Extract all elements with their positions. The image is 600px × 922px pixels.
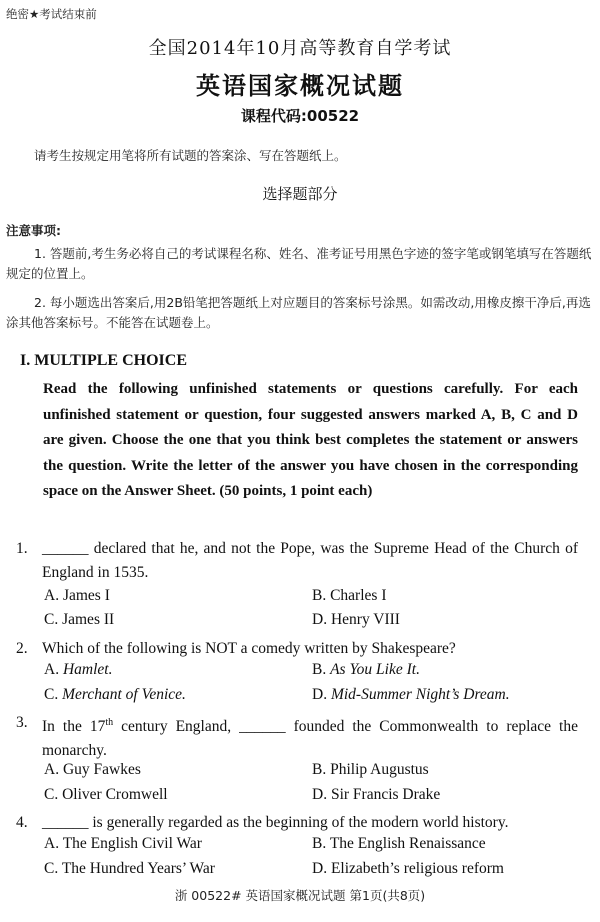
option-a: A. Guy Fawkes	[44, 761, 141, 778]
section-name: 选择题部分	[262, 185, 338, 203]
general-instruction: 请考生按规定用笔将所有试题的答案涂、写在答题纸上。	[34, 148, 347, 163]
question-number: 3.	[16, 714, 28, 731]
course-code: 课程代码:00522	[240, 107, 360, 125]
section-instructions: Read the following unfinished statements or questions carefully. For each unfinished statement or question, four suggested answers marked A, B, C and D are given. Choose the one that you think best completes the statement or answers the question. Write the letter of the answer you have chosen in the corresponding space on the Answer Sheet. (50 points, 1 point each)	[43, 381, 578, 499]
question-text: Which of the following is NOT a comedy written by Shakespeare?	[42, 640, 456, 657]
option-a: A. The English Civil War	[44, 835, 202, 852]
option-d: D. Henry VIII	[312, 611, 400, 628]
option-d: D. Elizabeth’s religious reform	[312, 860, 504, 877]
exam-title: 全国2014年10月高等教育自学考试	[148, 38, 452, 59]
page-footer: 浙 00522# 英语国家概况试题 第1页(共8页)	[174, 888, 426, 903]
section-title: I. MULTIPLE CHOICE	[20, 352, 187, 369]
option-d: D. Mid-Summer Night’s Dream.	[312, 686, 510, 703]
option-b: B. Philip Augustus	[312, 761, 429, 778]
question-text: ______ declared that he, and not the Pope, was the Supreme Head of the Church of England in 1535.	[42, 540, 578, 581]
question-text: ______ is generally regarded as the beginning of the modern world history.	[42, 814, 509, 831]
note-item: 1. 答题前,考生务必将自己的考试课程名称、姓名、准考证号用黑色字迹的签字笔或钢笔填写在答题纸规定的位置上。	[6, 246, 592, 281]
question-number: 2.	[16, 640, 28, 657]
option-a: A. Hamlet.	[44, 661, 113, 678]
option-a: A. James I	[44, 587, 110, 604]
question-number: 1.	[16, 540, 28, 557]
option-c: C. James II	[44, 611, 115, 628]
option-b: B. As You Like It.	[312, 661, 420, 678]
notes-heading: 注意事项:	[6, 223, 61, 238]
confidential-badge: 绝密★考试结束前	[6, 7, 97, 21]
option-d: D. Sir Francis Drake	[312, 786, 441, 803]
note-item: 2. 每小题选出答案后,用2B铅笔把答题纸上对应题目的答案标号涂黑。如需改动,用橡皮擦干净后,再选涂其他答案标号。不能答在试题卷上。	[6, 295, 591, 330]
question-text: In the 17th century England, ______ founded the Commonwealth to replace the monarchy.	[42, 717, 578, 760]
option-c: C. Oliver Cromwell	[44, 786, 168, 803]
option-c: C. The Hundred Years’ War	[44, 860, 215, 877]
question-number: 4.	[16, 814, 28, 831]
option-c: C. Merchant of Venice.	[44, 686, 186, 703]
option-b: B. Charles I	[312, 587, 387, 604]
subject-title: 英语国家概况试题	[196, 72, 404, 100]
option-b: B. The English Renaissance	[312, 835, 486, 852]
